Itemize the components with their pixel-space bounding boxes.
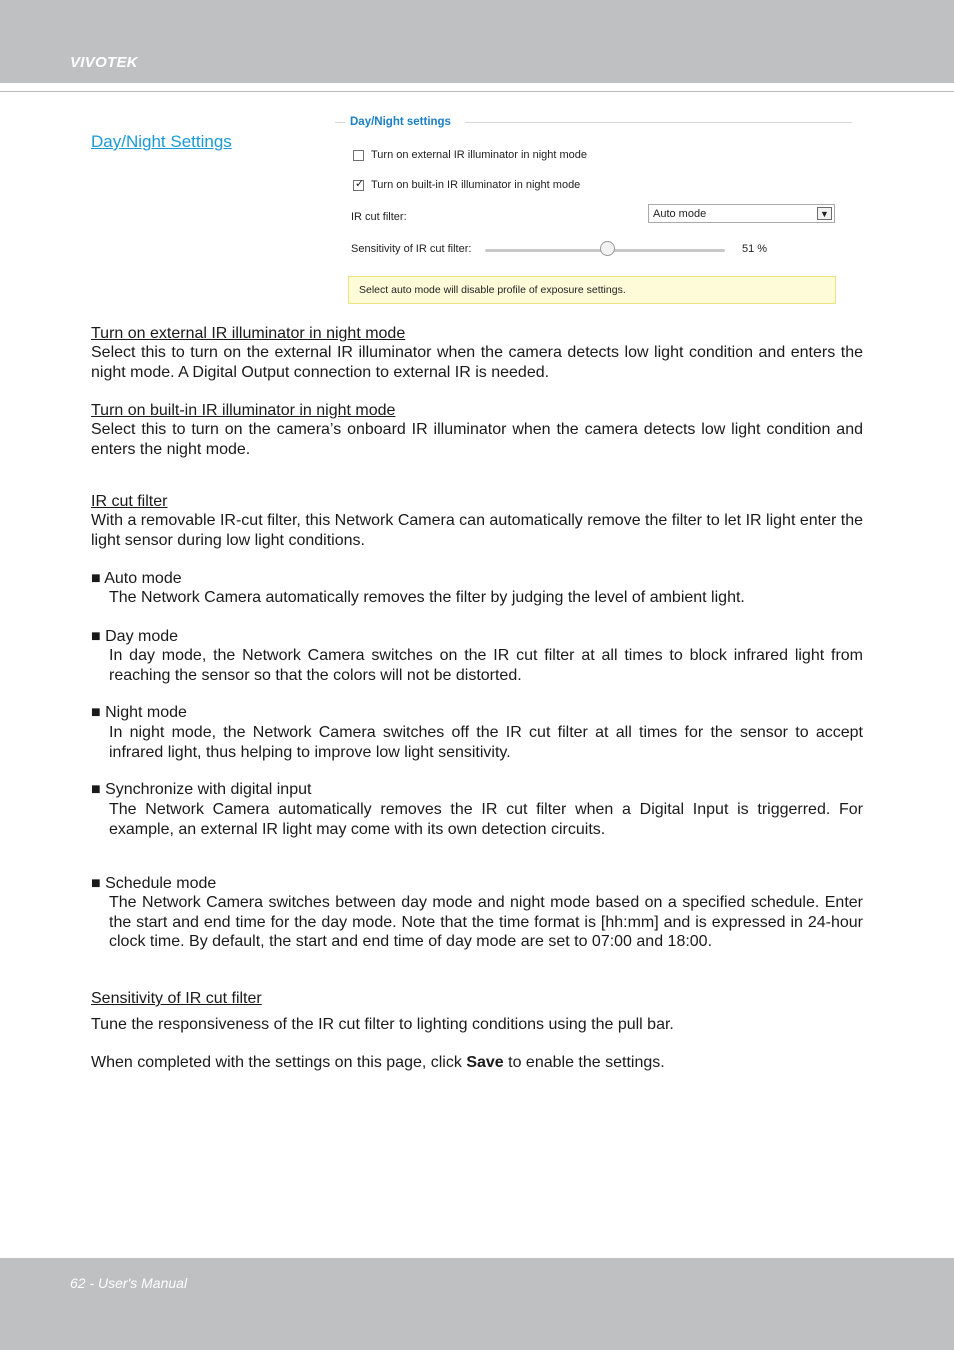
ir-cut-filter-heading: IR cut filter <box>91 493 168 510</box>
sensitivity-value: 51 % <box>742 243 768 255</box>
closing-instruction <box>91 1053 863 1073</box>
external-ir-checkbox[interactable] <box>353 150 364 161</box>
legend-line-left <box>335 122 345 123</box>
night-mode-title: ■ Night mode <box>91 704 187 721</box>
external-ir-heading: Turn on external IR illuminator in night mode <box>91 325 406 342</box>
external-ir-description: Select this to turn on the external IR illuminator when the camera detects low light condition and enters the night mode. A Digital Output connection to external IR is needed. <box>91 344 863 381</box>
save-keyword: Save <box>466 1054 504 1071</box>
day-mode-title: ■ Day mode <box>91 628 179 645</box>
sensitivity-heading: Sensitivity of IR cut filter <box>91 990 262 1007</box>
brand-logo: VIVOTEK <box>70 54 138 71</box>
ir-cut-filter-description: With a removable IR-cut filter, this Network Camera can automatically remove the filter to let IR light enter the light sensor during low light conditions. <box>91 512 863 549</box>
schedule-mode-title: ■ Schedule mode <box>91 875 217 892</box>
sensitivity-description: Tune the responsiveness of the IR cut filter to lighting conditions using the pull bar. <box>91 1016 674 1033</box>
sensitivity-slider-handle[interactable] <box>600 241 615 256</box>
auto-mode-description: The Network Camera automatically removes the filter by judging the level of ambient light. <box>109 589 745 606</box>
checkmark-icon: ✓ <box>355 177 365 190</box>
exposure-notice-text: Select auto mode will disable profile of exposure settings. <box>359 284 626 296</box>
page-header <box>0 0 954 83</box>
closing-text-before: When completed with the settings on this page, click <box>91 1054 467 1071</box>
sync-digital-input-title: ■ Synchronize with digital input <box>91 781 312 798</box>
external-ir-label: Turn on external IR illuminator in night mode <box>371 149 588 161</box>
panel-legend: Day/Night settings <box>350 116 451 128</box>
auto-mode-title: ■ Auto mode <box>91 570 182 587</box>
exposure-notice <box>348 276 836 304</box>
builtin-ir-row[interactable] <box>353 179 580 191</box>
ir-cut-filter-select[interactable] <box>648 204 835 223</box>
page-number-label: 62 - User's Manual <box>70 1275 188 1291</box>
builtin-ir-heading: Turn on built-in IR illuminator in night mode <box>91 402 396 419</box>
night-mode-description: In night mode, the Network Camera switches off the IR cut filter at all times for the sensor to accept infrared light, thus helping to improve low light sensitivity. <box>109 724 863 761</box>
schedule-mode-description: The Network Camera switches between day mode and night mode based on a specified schedule. Enter the start and end time for the day mode. Note that the time format is [hh:mm] and is expressed in 24-hour clock time. By default, the start and end time of day mode are set to 07:00 and 18:00. <box>109 894 863 950</box>
builtin-ir-description: Select this to turn on the camera’s onboard IR illuminator when the camera detects low light condition and enters the night mode. <box>91 421 863 458</box>
ir-cut-filter-label: IR cut filter: <box>351 211 407 223</box>
ir-cut-filter-value: Auto mode <box>653 208 707 220</box>
legend-line-right <box>465 122 852 123</box>
closing-text-after: to enable the settings. <box>503 1054 665 1071</box>
sync-digital-input-description: The Network Camera automatically removes the IR cut filter when a Digital Input is triggerred. For example, an external IR light may come with its own detection circuits. <box>109 801 863 838</box>
day-night-settings-link[interactable]: Day/Night Settings <box>91 132 232 151</box>
chevron-down-icon[interactable]: ▼ <box>817 207 832 220</box>
sensitivity-label: Sensitivity of IR cut filter: <box>351 243 472 255</box>
builtin-ir-label: Turn on built-in IR illuminator in night mode <box>371 179 581 191</box>
header-divider <box>0 91 954 92</box>
day-night-settings-panel <box>335 112 855 312</box>
builtin-ir-checkbox[interactable] <box>353 177 365 191</box>
page-footer <box>0 1258 954 1350</box>
day-mode-description: In day mode, the Network Camera switches on the IR cut filter at all times to block infrared light from reaching the sensor so that the colors will not be distorted. <box>109 647 863 684</box>
external-ir-row[interactable] <box>353 149 587 161</box>
